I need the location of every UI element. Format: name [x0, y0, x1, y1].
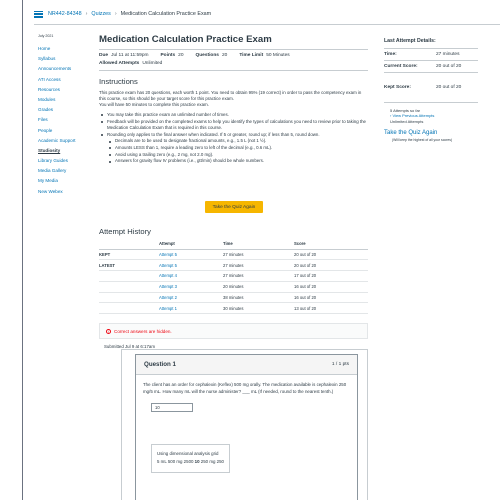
table-header-row: [99, 239, 368, 249]
attempt-tag: [99, 292, 159, 303]
sidebar-item-ati-access[interactable]: ATI Access: [38, 76, 61, 82]
sidebar-item-modules[interactable]: Modules: [38, 96, 56, 102]
breadcrumb-quizzes[interactable]: Quizzes: [91, 11, 111, 17]
list-item: Avoid using a trailing zero (e.g., 2 mg, not 2.0 mg).: [115, 152, 368, 159]
submitted-timestamp: Submitted Jul 9 at 6:17am: [104, 344, 156, 349]
attempt-link[interactable]: Attempt 5: [159, 249, 223, 260]
question-text: The client has an order for cephalexin (Keflex) 500 mg orally. The medication available is cephalexin 250 mg/5 mL. How many mL will the nurse administer? ___ mL (If needed, round to the nearest tenth.): [143, 382, 347, 394]
table-row: [99, 303, 368, 314]
row-label: Kept Score:: [384, 85, 411, 90]
attempt-time: 27 minutes: [223, 260, 294, 271]
attempt-score: 20 out of 20: [294, 260, 368, 271]
last-attempt-heading: Last Attempt Details:: [384, 38, 478, 49]
view-previous-label: View Previous Attempts: [392, 113, 435, 119]
attempts-label: Allowed Attempts: [99, 61, 140, 66]
table-row: [99, 271, 368, 282]
list-item: You may take this practice exam an unlimited number of times.: [107, 112, 368, 119]
last-attempt-row: [384, 49, 478, 61]
questions-label: Questions: [195, 53, 219, 58]
attempt-history-heading: Attempt History: [99, 227, 151, 236]
attempt-tag: KEPT: [99, 249, 159, 260]
time-limit-label: Time Limit: [239, 53, 264, 58]
column-header: [99, 239, 159, 249]
table-row: [99, 249, 368, 260]
keep-score-note: (Will keep the highest of all your scores): [392, 138, 453, 143]
sidebar-item-resources[interactable]: Resources: [38, 86, 60, 92]
grid-formula-part: 250 mg 250: [199, 459, 224, 464]
last-attempt-row: [384, 61, 478, 73]
instructions-paragraph: This practice exam has 20 questions, each worth 1 point. You need to obtain 95% (19 correct) in order to pass the competency exam in this course, so this should be your target score for this practice exam.: [99, 90, 362, 101]
attempt-time: 27 minutes: [223, 271, 294, 282]
sidebar-item-grades[interactable]: Grades: [38, 107, 54, 113]
sidebar-item-files[interactable]: Files: [38, 117, 48, 123]
grid-formula: [157, 458, 229, 466]
grid-formula-result: 10: [194, 459, 200, 464]
list-item: Answers for gravity flow IV problems (i.e., gtt/min) should be whole numbers.: [115, 158, 368, 165]
chevron-right-icon: ›: [390, 113, 393, 119]
attempt-time: 38 minutes: [223, 292, 294, 303]
row-label: Time:: [384, 52, 397, 57]
answers-hidden-notice: [99, 323, 368, 339]
row-value: 20 out of 20: [436, 63, 462, 69]
question-title: Question 1: [144, 361, 176, 368]
list-item: Amounts LESS than 1, require a leading zero to left of the decimal (e.g., 0.6 mL).: [115, 145, 368, 152]
attempt-score: 17 out of 20: [294, 271, 368, 282]
questions-value: 20: [221, 53, 228, 58]
breadcrumb-separator-icon: ›: [114, 11, 117, 17]
attempts-value: Unlimited: [142, 61, 163, 66]
breadcrumb-current: Medication Calculation Practice Exam: [120, 11, 212, 17]
title-divider: [99, 49, 368, 50]
breadcrumb-course[interactable]: NR442-84348: [48, 11, 82, 17]
course-navigation: [38, 34, 88, 197]
points-label: Points: [160, 53, 176, 58]
attempt-score: 16 out of 20: [294, 292, 368, 303]
sidebar-item-new-webex[interactable]: New Webex: [38, 188, 63, 194]
question-card: [135, 354, 358, 500]
sidebar-item-syllabus[interactable]: Syllabus: [38, 56, 56, 62]
unlimited-attempts: Unlimited Attempts: [390, 118, 424, 124]
breadcrumb-separator-icon: ›: [85, 11, 88, 17]
hamburger-menu-icon[interactable]: [34, 11, 43, 18]
attempt-tag: [99, 271, 159, 282]
due-value: Jul 11 at 11:59pm: [111, 53, 149, 58]
attempt-score: 20 out of 20: [294, 249, 368, 260]
grid-label: Using dimensional analysis grid: [157, 451, 219, 456]
page-title: Medication Calculation Practice Exam: [99, 34, 272, 45]
attempt-tag: [99, 303, 159, 314]
breadcrumb: [34, 7, 500, 21]
attempt-score: 13 out of 20: [294, 303, 368, 314]
quiz-attempts-row: [99, 61, 368, 66]
sidebar-item-home[interactable]: Home: [38, 46, 51, 51]
column-header: Score: [294, 239, 368, 249]
sidebar-item-my-media[interactable]: My Media: [38, 178, 58, 184]
attempt-tag: [99, 281, 159, 292]
instructions-list: [99, 112, 368, 165]
attempt-link[interactable]: Attempt 5: [159, 260, 223, 271]
points-value: 20: [178, 53, 184, 58]
time-limit-value: 50 Minutes: [266, 53, 290, 58]
sidebar-date: July 2021: [38, 34, 54, 38]
column-header: Attempt: [159, 239, 223, 249]
sidebar-item-library-guides[interactable]: Library Guides: [38, 158, 68, 164]
attempt-history-table: [99, 239, 368, 314]
take-quiz-again-link[interactable]: Take the Quiz Again: [384, 130, 438, 137]
attempt-time: 20 minutes: [223, 281, 294, 292]
topbar-divider: [34, 24, 500, 25]
attempt-score: 16 out of 20: [294, 281, 368, 292]
due-label: Due: [99, 53, 109, 58]
attempt-link[interactable]: Attempt 4: [159, 271, 223, 282]
sidebar-item-announcements[interactable]: Announcements: [38, 66, 72, 72]
attempt-time: 30 minutes: [223, 303, 294, 314]
quiz-meta-row: [99, 53, 368, 58]
question-points: 1 / 1 pts: [331, 362, 349, 367]
list-item: Decimals are to be used to designate fractional amounts, e.g., 1.5 L (not 1 ½).: [115, 138, 368, 145]
attempt-time: 27 minutes: [223, 249, 294, 260]
answer-input[interactable]: 10: [151, 403, 193, 412]
attempt-link[interactable]: Attempt 1: [159, 303, 223, 314]
sidebar-item-academic-support[interactable]: Academic Support: [38, 137, 76, 143]
column-header: Time: [223, 239, 294, 249]
instructions-time-note: You will have 50 minutes to complete this practice exam.: [99, 102, 209, 107]
question-header: [136, 355, 357, 375]
attempt-tag: LATEST: [99, 260, 159, 271]
instructions-heading: Instructions: [99, 77, 138, 86]
list-item: Rounding only applies to the final answer when indicated. If 5 or greater, round up; if less than 5, round down.: [107, 132, 368, 139]
row-label: Current Score:: [384, 64, 418, 69]
row-value: 27 minutes: [436, 51, 460, 57]
last-attempt-panel: [384, 38, 478, 144]
take-quiz-again-button[interactable]: Take the Quiz Again: [205, 201, 263, 213]
dimensional-analysis-box: [151, 444, 230, 473]
table-row: [99, 292, 368, 303]
info-icon: i: [106, 329, 111, 334]
attempts-so-far: 5 Attempts so far: [390, 108, 421, 113]
grid-formula-part: 5 mL 500 mg 2500: [157, 459, 195, 464]
list-item: Feedback will be provided on the completed exams to help you identify the types of calculations you need to review prior to taking the Medication Calculation Exam that is required in this course.: [107, 119, 368, 132]
sidebar-item-people[interactable]: People: [38, 127, 53, 133]
table-row: [99, 281, 368, 292]
attempt-link[interactable]: Attempt 3: [159, 281, 223, 292]
notice-text: Correct answers are hidden.: [114, 328, 172, 334]
meta-divider: [99, 70, 368, 71]
last-attempt-row: [384, 73, 478, 103]
attempt-link[interactable]: Attempt 2: [159, 292, 223, 303]
rounding-rules-list: [107, 138, 368, 164]
table-row: [99, 260, 368, 271]
row-value: 20 out of 20: [436, 84, 462, 90]
quiz-main: [99, 34, 368, 165]
sidebar-item-studiosity[interactable]: Studiosity: [38, 147, 61, 153]
sidebar-item-media-gallery[interactable]: Media Gallery: [38, 168, 67, 174]
